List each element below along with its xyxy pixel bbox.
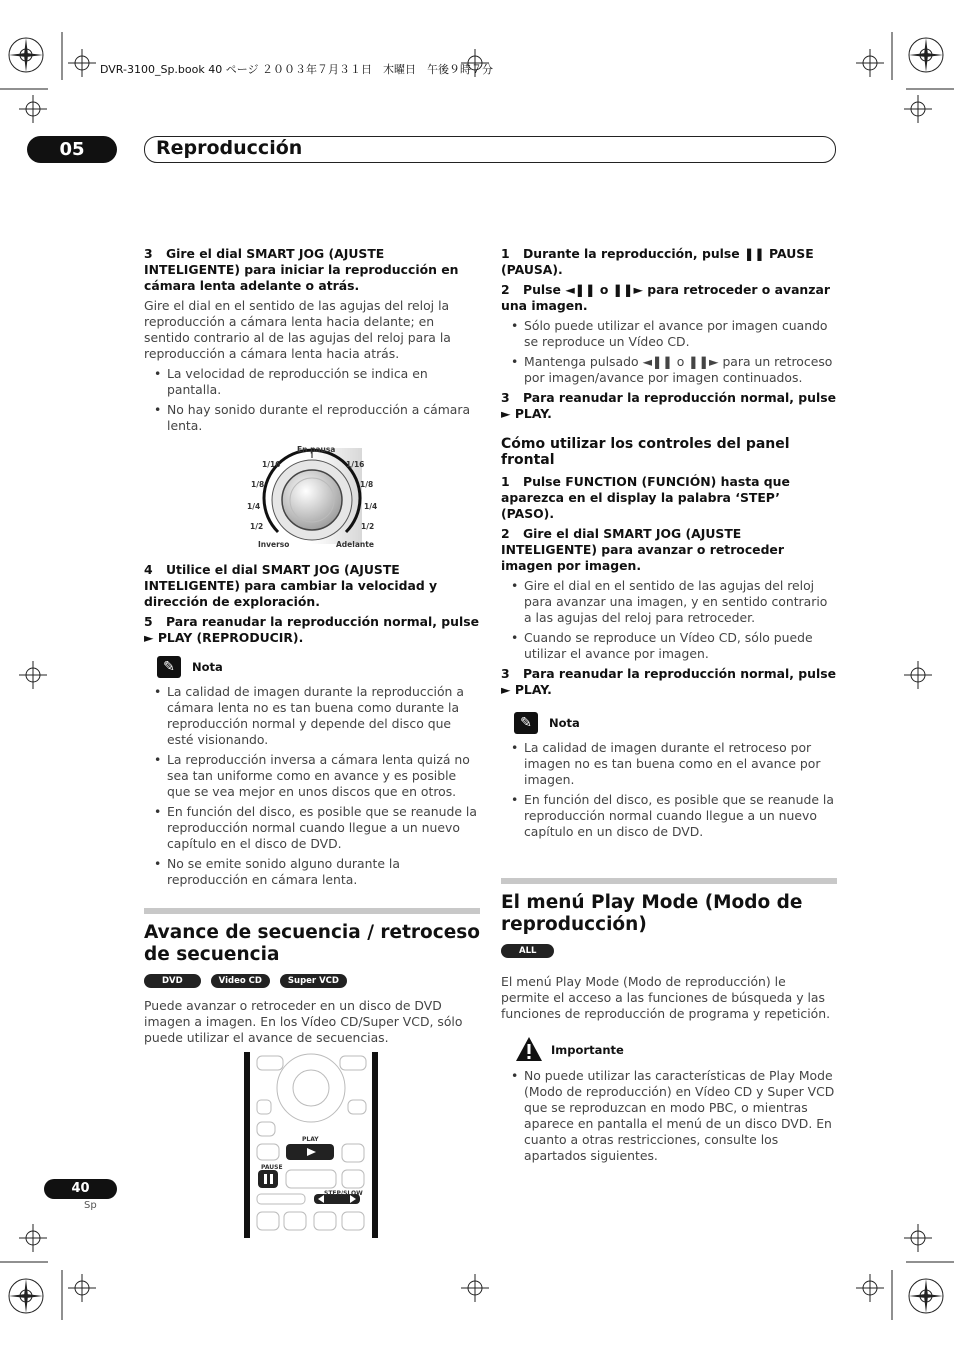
front-panel-step-1: 1 Pulse FUNCTION (FUNCIÓN) hasta que aparezca en el display la palabra ‘STEP’ (PASO). xyxy=(501,474,790,521)
note-bullets xyxy=(501,740,837,840)
step-3-body: Gire el dial en el sentido de las agujas del reloj la reproducción a cámara lenta hacia delante; en sentido contrario al de las agujas del reloj para la reproducción a cámara lenta hacia atrás. xyxy=(144,298,451,361)
note-header xyxy=(144,656,480,678)
list-item: • No se emite sonido alguno durante la reproducción en cámara lenta. xyxy=(167,856,480,888)
step-2-bullets xyxy=(501,318,837,386)
list-item: • Gire el dial en el sentido de las agujas del reloj para avanzar una imagen, y en sentido contrario a las agujas del reloj para retroceder. xyxy=(524,578,837,626)
chapter-title: Reproducción xyxy=(156,137,303,159)
note-bullets xyxy=(144,684,480,888)
note-header xyxy=(501,712,837,734)
dial-label: 1/4 xyxy=(247,502,261,511)
list-item: • La velocidad de reproducción se indica en pantalla. xyxy=(167,366,480,398)
dial-label: 1/2 xyxy=(361,522,375,531)
dial-label-forward: Adelante xyxy=(336,540,374,549)
section-title-play-mode: El menú Play Mode (Modo de reproducción) xyxy=(501,892,803,935)
step-3-bullets xyxy=(144,366,480,434)
file-header: DVR-3100_Sp.book 40 ページ ２００３年７月３１日 木曜日 午後９時７分 xyxy=(100,63,494,76)
remote-label-pause: PAUSE xyxy=(261,1164,283,1171)
list-item: • La reproducción inversa a cámara lenta quizá no sea tan uniforme como en avance y es posible que se vea mejor en unos discos que en otros. xyxy=(167,752,480,800)
important-label: Importante xyxy=(551,1043,624,1057)
badge-video-cd: Video CD xyxy=(211,974,270,988)
section-title-frame-advance: Avance de secuencia / retroceso de secuencia xyxy=(144,922,480,965)
step-1: 1 Durante la reproducción, pulse ❚❚ PAUSE (PAUSA). xyxy=(501,246,814,277)
dial-label: 1/16 xyxy=(346,460,365,469)
dial-label: 1/8 xyxy=(360,480,374,489)
page-language: Sp xyxy=(84,1200,97,1211)
front-panel-step-2: 2 Gire el dial SMART JOG (AJUSTE INTELIGENTE) para avanzar o retroceder imagen por imagen. xyxy=(501,526,784,573)
list-item: • No hay sonido durante el reproducción a cámara lenta. xyxy=(167,402,480,434)
remote-control-diagram xyxy=(244,1052,384,1242)
list-item: • En función del disco, es posible que se reanude la reproducción normal cuando llegue a un nuevo capítulo en el disco de DVD. xyxy=(167,804,480,852)
step-4: 4 Utilice el dial SMART JOG (AJUSTE INTELIGENTE) para cambiar la velocidad y dirección de exploración. xyxy=(144,562,438,609)
important-bullets xyxy=(501,1068,837,1164)
note-label: Nota xyxy=(549,716,580,730)
list-item: • No puede utilizar las características de Play Mode (Modo de reproducción) en Vídeo CD y Super VCD que se reproduzcan en modo PBC, o mientras aparece en pantalla el menú de un disco DVD. En cuanto a otras restricciones, consulte los apartados siguientes. xyxy=(524,1068,837,1164)
dial-label: 1/16 xyxy=(262,460,281,469)
step-2: 2 Pulse ◄❚❚ o ❚❚► para retroceder o avanzar una imagen. xyxy=(501,282,830,313)
badge-dvd: DVD xyxy=(144,974,201,988)
chapter-number: 05 xyxy=(27,136,117,163)
list-item: • En función del disco, es posible que se reanude la reproducción normal cuando llegue a un nuevo capítulo en un disco de DVD. xyxy=(524,792,837,840)
section-rule xyxy=(501,878,837,884)
badge-all: ALL xyxy=(501,944,554,958)
warning-icon xyxy=(515,1036,543,1062)
note-label: Nota xyxy=(192,660,223,674)
list-item: • Sólo puede utilizar el avance por imagen cuando se reproduce un Vídeo CD. xyxy=(524,318,837,350)
step-3: 3 Gire el dial SMART JOG (AJUSTE INTELIGENTE) para iniciar la reproducción en cámara lenta adelante o atrás. xyxy=(144,246,459,293)
front-panel-step-2-bullets xyxy=(501,578,837,662)
remote-label-step-slow: STEP/SLOW xyxy=(324,1190,363,1197)
left-column xyxy=(144,246,480,1242)
step-5: 5 Para reanudar la reproducción normal, pulse ► PLAY (REPRODUCIR). xyxy=(144,614,479,645)
dial-label-reverse: Inverso xyxy=(258,540,290,549)
section-body: El menú Play Mode (Modo de reproducción) le permite el acceso a las funciones de búsqueda y las funciones de reproducción de programa y repetición. xyxy=(501,974,831,1021)
right-column xyxy=(501,246,837,1168)
subsection-title-front-panel: Cómo utilizar los controles del panel frontal xyxy=(501,436,790,468)
dial-label: 1/8 xyxy=(251,480,265,489)
front-panel-step-3: 3 Para reanudar la reproducción normal, pulse ► PLAY. xyxy=(501,666,836,697)
list-item: • La calidad de imagen durante el retroceso por imagen no es tan buena como en el avance por imagen. xyxy=(524,740,837,788)
disc-badges xyxy=(501,944,837,960)
badge-super-vcd: Super VCD xyxy=(280,974,347,988)
list-item: • La calidad de imagen durante la reproducción a cámara lenta no es tan buena como durante la reproducción normal y depende del disco que esté visionando. xyxy=(167,684,480,748)
page-number: 40 xyxy=(44,1179,117,1199)
disc-badges xyxy=(144,974,480,990)
dial-label: 1/2 xyxy=(250,522,264,531)
list-item: • Cuando se reproduce un Vídeo CD, sólo puede utilizar el avance por imagen. xyxy=(524,630,837,662)
step-3: 3 Para reanudar la reproducción normal, pulse ► PLAY. xyxy=(501,390,836,421)
remote-label-play: PLAY xyxy=(302,1136,319,1143)
important-header xyxy=(501,1036,837,1062)
section-body: Puede avanzar o retroceder en un disco de DVD imagen a imagen. En los Vídeo CD/Super VCD, sólo puede utilizar el avance de secuencias. xyxy=(144,998,463,1045)
smart-jog-dial-diagram xyxy=(240,442,490,552)
section-rule xyxy=(144,908,480,914)
list-item: • Mantenga pulsado ◄❚❚ o ❚❚► para un retroceso por imagen/avance por imagen continuados. xyxy=(524,354,837,386)
pencil-icon: ✎ xyxy=(157,656,181,678)
dial-label-pause: En pausa xyxy=(297,445,336,454)
pencil-icon: ✎ xyxy=(514,712,538,734)
dial-label: 1/4 xyxy=(364,502,378,511)
